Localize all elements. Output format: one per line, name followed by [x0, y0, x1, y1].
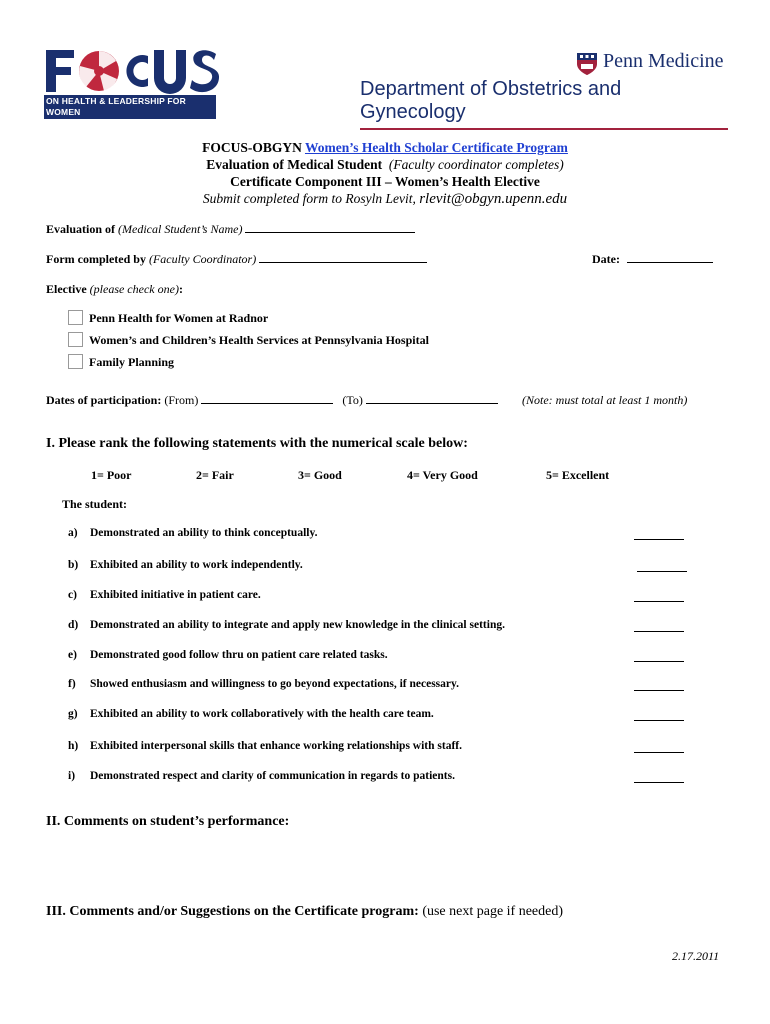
form-completed-label: Form completed by [46, 252, 146, 266]
performance-comments-area[interactable] [46, 836, 726, 896]
rating-item [68, 770, 455, 782]
focus-logo-mark [44, 46, 219, 96]
scale-3: 3= Good [298, 468, 342, 482]
program-comments-area[interactable] [46, 926, 646, 966]
evaluation-subtitle: (Faculty coordinator completes) [388, 157, 564, 172]
rating-field[interactable] [634, 619, 684, 637]
elective-colon: : [178, 282, 183, 296]
form-completed-row [46, 252, 427, 267]
elective-option-label: Women’s and Children’s Health Services at Pennsylvania Hospital [89, 333, 429, 347]
rating-field[interactable] [634, 740, 684, 758]
item-letter: c) [68, 589, 77, 601]
checkbox[interactable] [68, 310, 83, 325]
rating-item [68, 708, 434, 720]
item-letter: f) [68, 678, 76, 690]
item-letter: i) [68, 770, 76, 782]
item-letter: a) [68, 527, 78, 539]
section-3-heading-row [46, 904, 563, 920]
evaluation-of-row [46, 222, 415, 237]
program-prefix: FOCUS-OBGYN [202, 140, 305, 155]
from-date-field[interactable] [201, 393, 333, 404]
penn-shield-icon [576, 52, 598, 81]
item-text: Exhibited an ability to work independently. [90, 559, 303, 571]
submit-email: rlevit@obgyn.upenn.edu [419, 191, 568, 207]
dates-row [46, 393, 498, 408]
section-3-note: (use next page if needed) [422, 904, 564, 919]
elective-row [46, 282, 183, 297]
rating-field[interactable] [634, 649, 684, 667]
section-3-heading: III. Comments and/or Suggestions on the Certificate program: [46, 904, 419, 919]
submit-instructions [0, 190, 770, 208]
date-row [592, 252, 713, 267]
form-completed-hint: (Faculty Coordinator) [148, 252, 257, 266]
from-label: (From) [164, 393, 199, 407]
elective-option-1[interactable] [68, 310, 268, 326]
rating-field[interactable] [634, 708, 684, 726]
rating-field[interactable] [634, 589, 684, 607]
rating-item [68, 589, 261, 601]
department-name: Department of Obstetrics and Gynecology [360, 78, 728, 130]
student-label: The student: [62, 497, 128, 511]
item-letter: h) [68, 740, 79, 752]
item-text: Exhibited interpersonal skills that enhance working relationships with staff. [90, 740, 462, 752]
elective-option-label: Penn Health for Women at Radnor [89, 311, 269, 325]
rating-item [68, 740, 462, 752]
section-1-heading: I. Please rank the following statements with the numerical scale below: [46, 436, 468, 451]
scale-1: 1= Poor [91, 468, 132, 482]
item-text: Showed enthusiasm and willingness to go beyond expectations, if necessary. [90, 678, 459, 690]
elective-label: Elective [46, 282, 87, 296]
item-text: Demonstrated an ability to think conceptually. [90, 527, 318, 539]
rating-field[interactable] [637, 559, 687, 577]
item-text: Exhibited an ability to work collaboratively with the health care team. [90, 708, 434, 720]
elective-option-2[interactable] [68, 332, 429, 348]
program-link[interactable]: Women’s Health Scholar Certificate Program [304, 140, 568, 155]
item-text: Demonstrated an ability to integrate and apply new knowledge in the clinical setting. [90, 619, 505, 631]
item-text: Demonstrated good follow thru on patient care related tasks. [90, 649, 388, 661]
evaluation-of-hint: (Medical Student’s Name) [118, 222, 243, 236]
item-letter: e) [68, 649, 77, 661]
elective-option-3[interactable] [68, 354, 174, 370]
student-name-field[interactable] [245, 222, 415, 233]
item-letter: b) [68, 559, 79, 571]
scale-5: 5= Excellent [546, 468, 610, 482]
to-date-field[interactable] [366, 393, 498, 404]
rating-item [68, 559, 303, 571]
title-line-2 [0, 156, 770, 173]
section-2-heading: II. Comments on student’s performance: [46, 814, 290, 829]
scale-4: 4= Very Good [407, 468, 478, 482]
rating-item [68, 619, 505, 631]
elective-hint: (please check one) [89, 282, 179, 296]
checkbox[interactable] [68, 354, 83, 369]
elective-option-label: Family Planning [89, 355, 175, 369]
item-text: Exhibited initiative in patient care. [90, 589, 261, 601]
faculty-coordinator-field[interactable] [259, 252, 427, 263]
dates-note: (Note: must total at least 1 month) [522, 393, 688, 407]
penn-medicine-wordmark: Penn Medicine [603, 50, 724, 72]
checkbox[interactable] [68, 332, 83, 347]
rating-item [68, 678, 459, 690]
evaluation-title: Evaluation of Medical Student [206, 157, 383, 172]
item-letter: g) [68, 708, 78, 720]
submit-text: Submit completed form to Rosyln Levit, [202, 191, 420, 206]
item-text: Demonstrated respect and clarity of communication in regards to patients. [90, 770, 455, 782]
item-letter: d) [68, 619, 79, 631]
rating-item [68, 649, 388, 661]
rating-field[interactable] [634, 770, 684, 788]
rating-field[interactable] [634, 678, 684, 696]
rating-item [68, 527, 317, 539]
to-label: (To) [342, 393, 363, 407]
scale-2: 2= Fair [196, 468, 234, 482]
focus-tagline: ON HEALTH & LEADERSHIP FOR WOMEN [44, 95, 216, 119]
date-label: Date: [592, 252, 620, 266]
rating-field[interactable] [634, 527, 684, 545]
date-field[interactable] [627, 252, 713, 263]
evaluation-of-label: Evaluation of [46, 222, 116, 236]
component-title: Certificate Component III – Women’s Health Elective [230, 174, 540, 189]
footer-date: 2.17.2011 [672, 949, 720, 963]
title-line-1 [0, 139, 770, 156]
dates-label: Dates of participation: [46, 393, 162, 407]
